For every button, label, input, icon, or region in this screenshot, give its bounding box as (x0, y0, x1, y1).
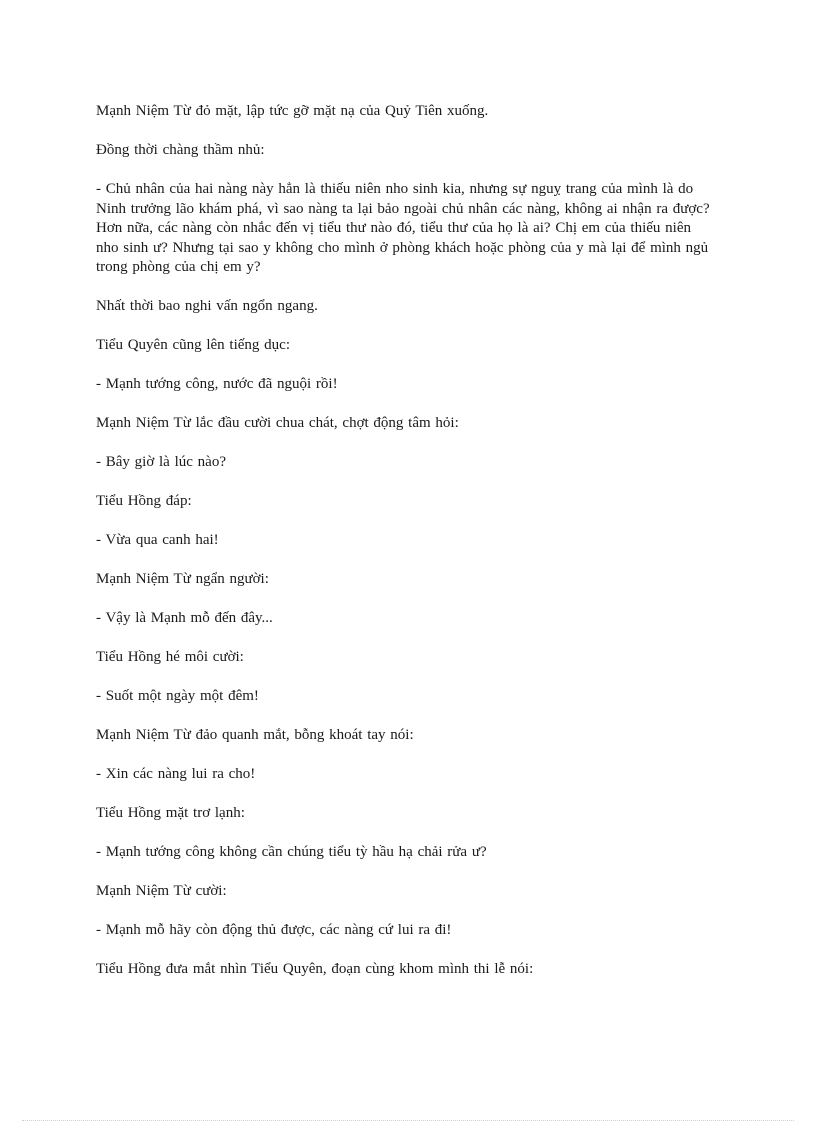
paragraph: Mạnh Niệm Từ ngẩn người: (96, 571, 269, 587)
document-body (96, 102, 718, 999)
paragraph: - Vừa qua canh hai! (96, 532, 219, 548)
paragraph: Đồng thời chàng thầm nhủ: (96, 142, 265, 158)
paragraph: - Vậy là Mạnh mỗ đến đây... (96, 610, 273, 626)
paragraph: Mạnh Niệm Từ cười: (96, 883, 227, 899)
paragraph: - Xin các nàng lui ra cho! (96, 766, 256, 782)
paragraph: - Suốt một ngày một đêm! (96, 688, 259, 704)
paragraph: Nhất thời bao nghi vấn ngổn ngang. (96, 298, 318, 314)
paragraph: Mạnh Niệm Từ đỏ mặt, lập tức gỡ mặt nạ của Quỷ Tiên xuống. (96, 103, 489, 119)
paragraph: Tiểu Hồng hé môi cười: (96, 649, 244, 665)
paragraph: Tiểu Hồng mặt trơ lạnh: (96, 805, 245, 821)
page-bottom-edge (22, 1120, 794, 1121)
paragraph: - Bây giờ là lúc nào? (96, 454, 226, 470)
paragraph: Mạnh Niệm Từ đảo quanh mắt, bỗng khoát tay nói: (96, 727, 414, 743)
paragraph: Tiểu Hồng đáp: (96, 493, 192, 509)
paragraph: - Mạnh tướng công không cần chúng tiểu tỳ hầu hạ chải rửa ư? (96, 844, 487, 860)
paragraph: - Chủ nhân của hai nàng này hẳn là thiếu niên nho sinh kia, nhưng sự nguỵ trang của mình là do Ninh trưởng lão khám phá, vì sao nàng ta lại bảo ngoài chủ nhân các nàng, không ai nhận ra được? Hơn nữa, các nàng còn nhắc đến vị tiểu thư nào đó, tiểu thư của họ là ai? Chị em của thiếu niên nho sinh ư? Nhưng tại sao y không cho mình ở phòng khách hoặc phòng của y mà lại để mình ngủ trong phòng của chị em y? (96, 181, 710, 275)
paragraph: Tiểu Quyên cũng lên tiếng dục: (96, 337, 291, 353)
paragraph: Tiểu Hồng đưa mắt nhìn Tiểu Quyên, đoạn cùng khom mình thi lễ nói: (96, 961, 534, 977)
paragraph: - Mạnh tướng công, nước đã nguội rồi! (96, 376, 338, 392)
paragraph: Mạnh Niệm Từ lắc đầu cười chua chát, chợt động tâm hỏi: (96, 415, 459, 431)
paragraph: - Mạnh mỗ hãy còn động thủ được, các nàng cứ lui ra đi! (96, 922, 452, 938)
